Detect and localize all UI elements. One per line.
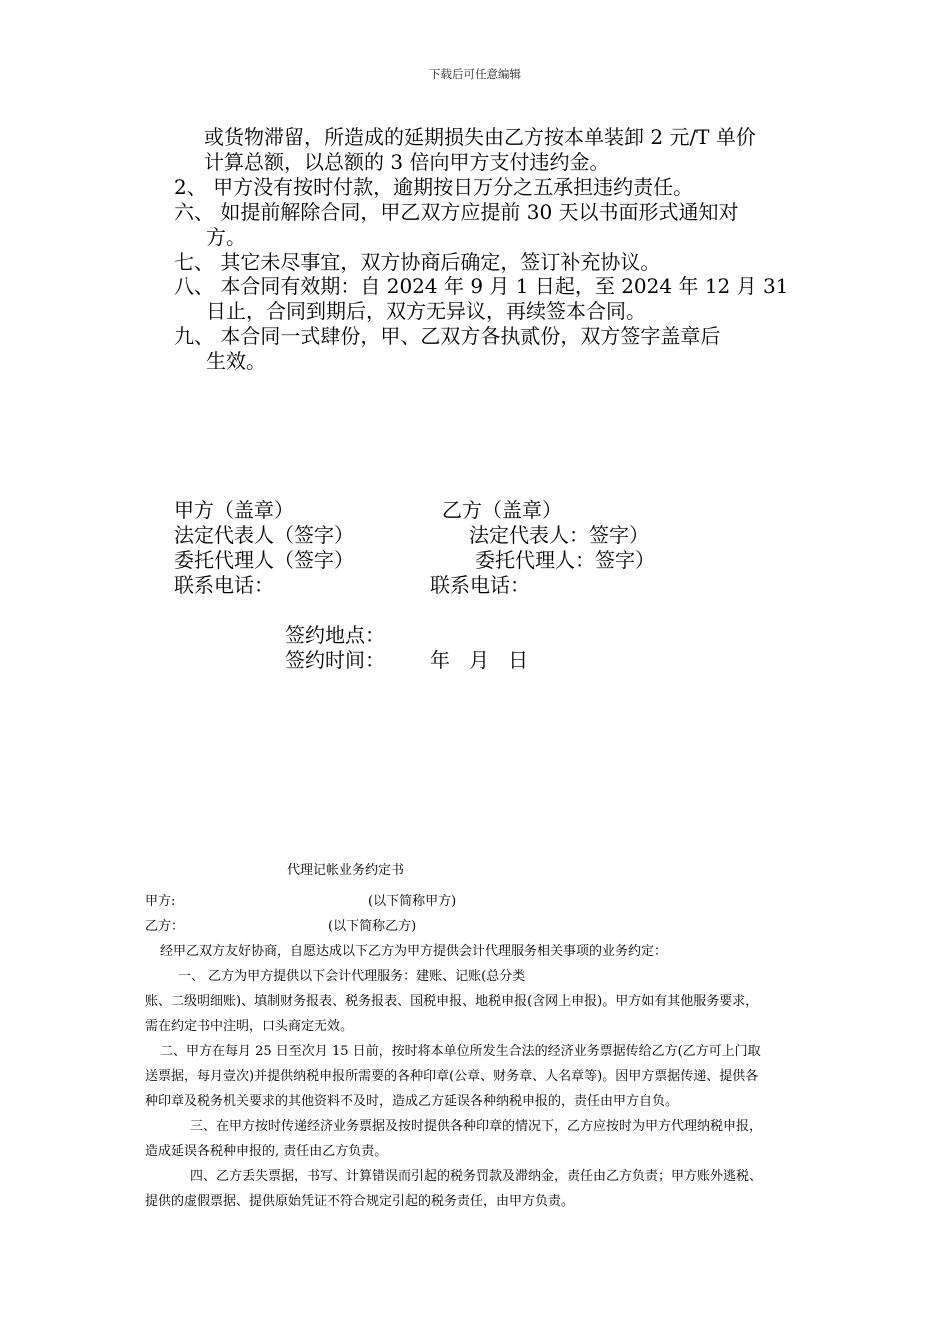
party-a-note: (以下简称甲方) [368, 894, 457, 909]
party-b-legal-rep: 法定代表人：签字） [469, 523, 649, 547]
party-a-legal-rep: 法定代表人（签字） [174, 523, 354, 547]
party-a-label: 甲方: [145, 894, 176, 909]
clause-line: 八、 本合同有效期：自 2024 年 9 月 1 日起，至 2024 年 12 月 31 [174, 274, 789, 298]
agreement-line: 送票据，每月壹次)并提供纳税申报所需要的各种印章(公章、财务章、人名章等)。因甲方票据传递、提供各 [145, 1069, 759, 1084]
party-b-phone: 联系电话： [430, 573, 530, 597]
clause-line: 方。 [206, 225, 246, 249]
agreement-line: 提供的虚假票据、提供原始凭证不符合规定引起的税务责任，由甲方负责。 [145, 1194, 575, 1209]
clause-line: 七、 其它未尽事宜，双方协商后确定，签订补充协议。 [174, 250, 661, 274]
page-header: 下载后可任意编辑 [429, 67, 521, 81]
party-a-seal: 甲方（盖章） [174, 498, 294, 522]
agreement-line: 经甲乙双方友好协商，自愿达成以下乙方为甲方提供会计代理服务相关事项的业务约定： [160, 944, 668, 959]
agreement-line: 账、二级明细账)、填制财务报表、税务报表、国税申报、地税申报(含网上申报)。甲方如有其他服务要求， [145, 994, 759, 1009]
agreement-title: 代理记帐业务约定书 [287, 863, 405, 878]
party-b-label: 乙方： [145, 919, 185, 934]
party-b-note: (以下简称乙方) [328, 919, 417, 934]
party-a-agent: 委托代理人（签字） [174, 548, 354, 572]
signing-place: 签约地点： [285, 623, 385, 647]
clause-line: 日止，合同到期后，双方无异议，再续签本合同。 [206, 299, 646, 323]
clause-line: 生效。 [206, 349, 266, 373]
agreement-line: 造成延误各税种申报的, 责任由乙方负责。 [145, 1144, 388, 1159]
agreement-line: 四、乙方丢失票据，书写、计算错误而引起的税务罚款及滞纳金，责任由乙方负责；甲方账外逃税、 [190, 1169, 763, 1184]
party-b-agent: 委托代理人：签字） [475, 548, 655, 572]
agreement-line: 三、在甲方按时传递经济业务票据及按时提供各种印章的情况下，乙方应按时为甲方代理纳税申报， [190, 1119, 763, 1134]
agreement-line: 一、 乙方为甲方提供以下会计代理服务：建账、记账(总分类 [178, 969, 526, 984]
party-a-phone: 联系电话： [174, 573, 274, 597]
agreement-line: 种印章及税务机关要求的其他资料不及时，造成乙方延误各种纳税申报的，责任由甲方自负。 [145, 1094, 679, 1109]
party-b-seal: 乙方（盖章） [442, 498, 562, 522]
agreement-line: 需在约定书中注明，口头商定无效。 [145, 1019, 354, 1034]
clause-line: 计算总额，以总额的 3 倍向甲方支付违约金。 [204, 150, 610, 174]
clause-line: 九、 本合同一式肆份，甲、乙双方各执贰份，双方签字盖章后 [174, 324, 721, 348]
clause-line: 六、 如提前解除合同，甲乙双方应提前 30 天以书面形式通知对 [174, 200, 739, 224]
agreement-line: 二、甲方在每月 25 日至次月 15 日前，按时将本单位所发生合法的经济业务票据传给乙方(乙方可上门取 [160, 1044, 761, 1059]
clause-line: 或货物滞留，所造成的延期损失由乙方按本单装卸 2 元/T 单价 [204, 125, 756, 149]
signing-time-label: 签约时间： [285, 648, 385, 672]
clause-line: 2、 甲方没有按时付款，逾期按日万分之五承担违约责任。 [174, 175, 694, 199]
signing-date-units: 年 月 日 [430, 648, 529, 672]
